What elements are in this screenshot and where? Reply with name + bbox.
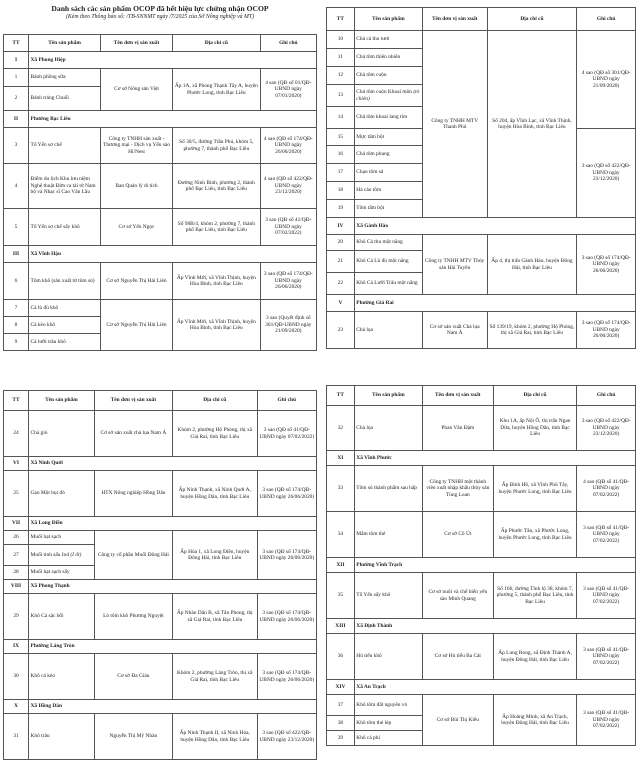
product-name (29, 545, 95, 566)
section-name: Phường Vĩnh Trạch (354, 558, 635, 573)
section-number: I (4, 52, 29, 69)
old-address: Ấp Hòa 1, xã Long Điền, huyện Đông Hải, tỉnh Bạc Liêu (173, 531, 258, 580)
col-product: Tên sản phẩm (354, 8, 422, 31)
producer-name: Cơ sở sản xuất chà lụa Nam Á (94, 411, 172, 457)
note-cell: 3 sao (QĐ số 174/QĐ-UBND ngày 26/06/2020) (257, 594, 317, 640)
product-name: Chạo tôm sả (354, 164, 422, 182)
product-name: Chà giò (29, 411, 95, 457)
table-row (327, 695, 636, 716)
table-row (4, 594, 317, 640)
section-row (4, 640, 317, 654)
product-name: Chà lụa (354, 312, 422, 349)
ocop-table-1 (3, 34, 317, 351)
row-number: 26 (4, 531, 29, 545)
row-number: 20 (327, 235, 355, 251)
section-number: XI (327, 451, 355, 466)
table-row (327, 31, 636, 49)
row-number: 36 (327, 634, 355, 680)
col-producer: Tên đơn vị sản xuất (422, 8, 487, 31)
old-address: Khóm 2, phường Láng Tròn, thị xã Giá Rai, tỉnh Bạc Liêu (173, 654, 258, 700)
old-address: Ấp Nhàn Dân B, xã Tân Phong, thị xã Giá Rai, tỉnh Bạc Liêu (173, 594, 258, 640)
section-row (4, 580, 317, 594)
product-name-variant: (I ốt) (70, 551, 82, 558)
product-name: Mắm tôm thẻ (354, 512, 422, 558)
product-name: Khô Cá Lưỡi Trâu một nắng (354, 273, 422, 295)
section-number: IV (327, 218, 355, 235)
product-name: Tôm tẩm bột (354, 200, 422, 218)
producer-name: Lò tôm khô Phương Nguyệt (94, 594, 172, 640)
note-cell: 3 sao (QĐ số 174/QĐ-UBND ngày 26/06/2020) (257, 654, 317, 700)
col-tt: TT (327, 8, 355, 31)
row-number: 4 (4, 164, 29, 209)
old-address: Ấp Hoàng Minh, xã An Trạch, huyện Đông Hải, tỉnh Bạc Liêu (493, 695, 576, 746)
section-row (327, 295, 636, 312)
col-address: Địa chỉ cũ (173, 35, 261, 52)
producer-name: Công ty TNHH MTV Thủy sản Hải Tuyền (422, 235, 487, 295)
col-producer: Tên đơn vị sản xuất (94, 391, 172, 411)
col-address: Địa chỉ cũ (173, 391, 258, 411)
row-number: 17 (327, 164, 355, 182)
section-number: II (4, 111, 29, 128)
old-address: Đường Ninh Bình, phường 2, thành phố Bạc Liêu, tỉnh Bạc Liêu (173, 164, 261, 209)
row-number: 30 (4, 654, 29, 700)
product-name: Há cảo tôm (354, 182, 422, 200)
product-name: Khô trâu (29, 714, 95, 760)
table-row (4, 164, 317, 209)
section-row (327, 218, 636, 235)
table-row (327, 235, 636, 251)
row-number: 12 (327, 67, 355, 85)
section-row (327, 619, 636, 634)
col-note: Ghi chú (260, 35, 316, 52)
page-1-sheet (3, 3, 317, 383)
old-address: Ấp Vĩnh Mới, xã Vĩnh Thịnh, huyện Hòa Bình, tỉnh Bạc Liêu (173, 263, 261, 300)
product-name: Muối hạt sạch (29, 531, 95, 545)
row-number: 31 (4, 714, 29, 760)
note-cell: 3 sao (QĐ số 41/QĐ-UBND ngày 07/02/2022) (577, 634, 636, 680)
section-row (4, 111, 317, 128)
section-row (327, 680, 636, 695)
product-name: Tôm sú thành phẩm sau hấp (354, 466, 422, 512)
col-note: Ghi chú (577, 8, 636, 31)
section-number: III (4, 246, 29, 263)
row-number: 7 (4, 300, 29, 317)
section-number: V (327, 295, 355, 312)
col-note: Ghi chú (577, 386, 636, 406)
section-row (4, 52, 317, 69)
producer-name: Công ty TNHH MTV Thanh Phú (422, 31, 487, 218)
product-name: Hủ tiếu khô (354, 634, 422, 680)
table-header-row (327, 386, 636, 406)
document-subtitle: (Kèm theo Thông báo số: /TB-SNNMT ngày /7/2025 của Sở Nông nghiệp và MT) (66, 14, 254, 20)
table-header-row (327, 8, 636, 31)
table-row (4, 128, 317, 164)
product-name: Tổ Yến sơ chế sấy khô (29, 209, 101, 246)
product-name: Chả cá thu tươi (354, 31, 422, 49)
row-number: 10 (327, 31, 355, 49)
product-name: Tổ Yến sơ chế (29, 128, 101, 164)
section-name: Xã Vĩnh Phước (354, 451, 635, 466)
page-3-sheet (3, 388, 317, 766)
row-number: 14 (327, 107, 355, 129)
section-row (4, 700, 317, 714)
document-header (3, 4, 317, 21)
row-number: 15 (327, 129, 355, 146)
col-product: Tên sản phẩm (29, 391, 95, 411)
table-row (327, 634, 636, 680)
col-address: Địa chỉ cũ (487, 8, 577, 31)
row-number: 6 (4, 263, 29, 300)
col-producer: Tên đơn vị sản xuất (422, 386, 493, 406)
note-cell: 3 sao (QĐ số 422/QĐ-UBND ngày 23/12/2020) (577, 129, 636, 218)
producer-name: Cơ sở Đa Giàu (94, 654, 172, 700)
old-address: Khu 1A, ấp Nội Ô, thị trấn Ngan Dừa, huyện Hồng Dân, tỉnh Bạc Liêu (493, 406, 576, 451)
product-name (354, 85, 422, 107)
product-name: Chả tôm phụng (354, 146, 422, 164)
note-cell: 3 sao (Quyết định số 301/QĐ-UBND ngày 21/09/2020) (260, 300, 316, 351)
product-name: Gạo Một bụi đỏ (29, 471, 95, 517)
section-row (327, 558, 636, 573)
old-address: Ấp Ninh Thạnh II, xã Ninh Hòa, huyện Hồng Dân, tỉnh Bạc Liêu (173, 714, 258, 760)
row-number: 5 (4, 209, 29, 246)
table-row (4, 471, 317, 517)
producer-name: Cơ sở Bùi Thị Kiều (422, 695, 493, 746)
producer-name: Cơ sở nuôi và chế biến yến sào Minh Quang (422, 573, 493, 619)
product-name: Chả tôm thiên nhiên (354, 49, 422, 67)
section-row (4, 246, 317, 263)
product-name-main: Muối tinh sấu Iod (30, 551, 71, 558)
row-number: 8 (4, 317, 29, 334)
note-cell: 4 sao (QĐ số 41/QĐ-UBND ngày 07/02/2022) (577, 466, 636, 512)
producer-name: Cơ sở Cô Út (422, 512, 493, 558)
old-address: Ấp 4, thị trấn Gành Hào, huyện Đông Hải, tỉnh Bạc Liêu (487, 235, 577, 295)
note-cell: 4 sao (QĐ số 174/QĐ-UBND ngày 26/06/2020) (260, 128, 316, 164)
table-row (327, 466, 636, 512)
section-name: Xã Ninh Quới (29, 457, 317, 471)
page-2-sheet (326, 3, 636, 377)
section-name: Xã Long Điền (29, 517, 317, 531)
old-address: Khóm 2, phường Hộ Phòng, thị xã Giá Rai, tỉnh Bạc Liêu (173, 411, 258, 457)
product-name: Tổ Yến sấy khô (354, 573, 422, 619)
row-number: 37 (327, 695, 355, 716)
producer-name: Cơ sở Nguyễn Thị Hải Liên (101, 300, 173, 351)
row-number: 13 (327, 85, 355, 107)
section-number: VII (4, 517, 29, 531)
table-row (4, 263, 317, 300)
col-tt: TT (327, 386, 355, 406)
section-name: Xã Phong Thạnh (29, 580, 317, 594)
col-address: Địa chỉ cũ (493, 386, 576, 406)
section-number: VIII (4, 580, 29, 594)
row-number: 24 (4, 411, 29, 457)
table-row (4, 714, 317, 760)
row-number: 35 (327, 573, 355, 619)
table-row (327, 406, 636, 451)
old-address: Ấp Bình Hồ, xã Vĩnh Phú Tây, huyện Phước Long, tỉnh Bạc Liêu (493, 466, 576, 512)
product-name: Chả tôm khoai lang tím (354, 107, 422, 129)
section-number: XIV (327, 680, 355, 695)
row-number: 22 (327, 273, 355, 295)
document-title: Danh sách các sản phẩm OCOP đã hết hiệu lực chứng nhận OCOP (51, 4, 269, 13)
old-address: Số 98B/4, khóm 2, phường 7, thành phố Bạc Liêu, tỉnh Bạc Liêu (173, 209, 261, 246)
row-number: 1 (4, 69, 29, 87)
row-number: 18 (327, 182, 355, 200)
producer-name: Ban Quản lý di tích (101, 164, 173, 209)
product-name: Chả tôm cuộn (354, 67, 422, 85)
product-name-variant: (tỏ chiên) (356, 89, 420, 102)
row-number: 25 (4, 471, 29, 517)
producer-name: Cơ sở Hủ tiếu Ba Cát (422, 634, 493, 680)
producer-name: Nguyễn Thị Mỹ Nhàn (94, 714, 172, 760)
col-note: Ghi chú (257, 391, 317, 411)
row-number: 19 (327, 200, 355, 218)
old-address: Ấp Phước Tân, xã Phước Long, huyện Phước Long, tỉnh Bạc Liêu (493, 512, 576, 558)
row-number: 29 (4, 594, 29, 640)
product-name: Điểm du lịch Khu lưu niệm Nghệ thuật Đờn ca tài tử Nam bộ và Nhạc sĩ Cao Văn Lầu (29, 164, 101, 209)
section-row (4, 457, 317, 471)
section-name: Phường Giá Rai (354, 295, 635, 312)
row-number: 2 (4, 87, 29, 111)
section-row (327, 451, 636, 466)
product-name: Bánh phồng sữa (29, 69, 101, 87)
producer-name: Công ty TNHH sản xuất - Thương mại - Dịch vụ Yến sào Hi/Nest (101, 128, 173, 164)
product-name: Cá lù đù khô (29, 300, 101, 317)
note-cell: 3 sao (QĐ số 174/QĐ-UBND ngày 26/06/2020) (257, 531, 317, 580)
table-row (4, 209, 317, 246)
note-cell: 3 sao (QĐ số 174/QĐ-UBND ngày 26/06/2020) (577, 235, 636, 295)
section-name: Phường Láng Tròn (29, 640, 317, 654)
ocop-table-4 (326, 385, 636, 746)
note-cell: 3 sao (QĐ số 422/QĐ-UBND ngày 23/12/2020) (257, 714, 317, 760)
section-number: X (4, 700, 29, 714)
note-cell: 3 sao (QĐ số 174/QĐ-UBND ngày 26/06/2020) (577, 312, 636, 349)
product-name: Khô tôm đất nguyên vỏ (354, 695, 422, 716)
producer-name: HTX Nông nghiệp Hồng Dân (94, 471, 172, 517)
row-number: 21 (327, 251, 355, 273)
table-row (327, 573, 636, 619)
section-name: Phường Bạc Liêu (29, 111, 317, 128)
product-name: Cá kèo khô (29, 317, 101, 334)
old-address: Ấp Lung Rong, xã Định Thành A, huyện Đông Hải, tỉnh Bạc Liêu (493, 634, 576, 680)
table-row (4, 654, 317, 700)
product-name: Khô cá phi (354, 731, 422, 746)
ocop-table-3 (3, 390, 317, 760)
section-number: XIII (327, 619, 355, 634)
producer-name: Cơ sở Nông sản Việt (101, 69, 173, 111)
section-number: VI (4, 457, 29, 471)
old-address: Ấp Ninh Thạnh, xã Ninh Quới A, huyện Hồng Dân, tỉnh Bạc Liêu (173, 471, 258, 517)
page-4-sheet (326, 383, 636, 768)
section-name: Xã An Trạch (354, 680, 635, 695)
note-cell: 3 sao (QĐ số 174/QĐ-UBND ngày 26/06/2020) (257, 471, 317, 517)
row-number: 3 (4, 128, 29, 164)
producer-name: Cơ sở Nguyễn Thị Hải Liên (101, 263, 173, 300)
section-name: Xã Hồng Dân (29, 700, 317, 714)
section-name: Xã Gành Hào (354, 218, 635, 235)
note-cell: 3 sao (QĐ số 41/QĐ-UBND ngày 07/02/2022) (577, 573, 636, 619)
note-cell: 3 sao (QĐ số 422/QĐ-UBND ngày 23/12/2020) (577, 406, 636, 451)
section-number: XII (327, 558, 355, 573)
row-number: 33 (327, 466, 355, 512)
col-producer: Tên đơn vị sản xuất (101, 35, 173, 52)
note-cell: 3 sao (QĐ số 41/QĐ-UBND ngày 07/02/2022) (577, 695, 636, 746)
old-address: Ấp 1A, xã Phong Thạnh Tây A, huyện Phước Long, tỉnh Bạc Liêu (173, 69, 261, 111)
table-row (4, 411, 317, 457)
note-cell: 3 sao (QĐ số 41/QĐ-UBND ngày 07/02/2022) (260, 209, 316, 246)
product-name: Khô tôm thẻ lép (354, 716, 422, 731)
old-address: Ấp Vĩnh Mới, xã Vĩnh Thịnh, huyện Hòa Bình, tỉnh Bạc Liêu (173, 300, 261, 351)
row-number: 32 (327, 406, 355, 451)
col-tt: TT (4, 35, 29, 52)
col-product: Tên sản phẩm (29, 35, 101, 52)
old-address: Số 166, đường Tỉnh lộ 38, khóm 7, phường 5, thành phố Bạc Liêu, tỉnh Bạc Liêu (493, 573, 576, 619)
row-number: 27 (4, 545, 29, 566)
product-name: Cá lưỡi trâu khô (29, 334, 101, 351)
product-name: Khô Cá sặc bổi (29, 594, 95, 640)
row-number: 38 (327, 716, 355, 731)
section-name: Xã Vĩnh Hậu (29, 246, 317, 263)
old-address: Số 30/5, đường Trần Phú, khóm 5, phường 7, thành phố Bạc Liêu (173, 128, 261, 164)
table-row (4, 69, 317, 87)
table-row (327, 312, 636, 349)
table-header-row (4, 391, 317, 411)
row-number: 23 (327, 312, 355, 349)
producer-name: Phan Văn Đậm (422, 406, 493, 451)
ocop-table-2 (326, 7, 636, 349)
section-row (4, 517, 317, 531)
col-tt: TT (4, 391, 29, 411)
producer-name: Công ty cổ phần Muối Đông Hải (94, 531, 172, 580)
note-cell: 4 sao (QĐ số 422/QĐ-UBND ngày 23/12/2020) (260, 164, 316, 209)
producer-name: Cơ sở Yến Ngọc (101, 209, 173, 246)
product-name: Muối hạt sạch sấy (29, 566, 95, 580)
product-name: Mực tẩm bột (354, 129, 422, 146)
table-row (327, 512, 636, 558)
section-number: IX (4, 640, 29, 654)
product-name: Khô Cá Lù đù một nắng (354, 251, 422, 273)
note-cell: 3 sao (QĐ số 174/QĐ-UBND ngày 26/06/2020) (260, 263, 316, 300)
table-row (4, 531, 317, 545)
old-address: Số 139/19, khóm 2, phường Hộ Phòng, thị xã Giá Rai, tỉnh Bạc Liêu (487, 312, 577, 349)
section-name: Xã Định Thành (354, 619, 635, 634)
product-name: Chà lụa (354, 406, 422, 451)
product-name: Bánh tráng Chuối (29, 87, 101, 111)
old-address: Số 204, ấp Vĩnh Lạc, xã Vĩnh Thịnh, huyện Hòa Bình, tỉnh Bạc Liêu (487, 31, 577, 218)
row-number: 16 (327, 146, 355, 164)
note-cell: 4 sao (QĐ số 01/QĐ-UBND ngày 07/01/2020) (260, 69, 316, 111)
row-number: 11 (327, 49, 355, 67)
section-name: Xã Phong Hiệp (29, 52, 317, 69)
table-row (4, 300, 317, 317)
row-number: 34 (327, 512, 355, 558)
producer-name: Cơ sở sản xuất Chà lụa Nam Á (422, 312, 487, 349)
table-header-row (4, 35, 317, 52)
row-number: 9 (4, 334, 29, 351)
col-product: Tên sản phẩm (354, 386, 422, 406)
note-cell: 3 sao (QĐ số 41/QĐ-UBND ngày 07/02/2022) (257, 411, 317, 457)
producer-name: Công ty TNHH một thành viên xuất nhập khẩu thủy sản Tùng Loan (422, 466, 493, 512)
note-cell: 3 sao (QĐ số 41/QĐ-UBND ngày 07/02/2022) (577, 512, 636, 558)
product-name: Khô cá kèo (29, 654, 95, 700)
product-name-main: Chả tôm cuộn Khoai môn (356, 89, 414, 96)
row-number: 28 (4, 566, 29, 580)
row-number: 39 (327, 731, 355, 746)
product-name: Tôm khô (sản xuất từ tôm sú) (29, 263, 101, 300)
product-name: Khô Cá thu một nắng (354, 235, 422, 251)
note-cell: 4 sao (QĐ số 301/QĐ-UBND ngày 21/09/2020) (577, 31, 636, 129)
